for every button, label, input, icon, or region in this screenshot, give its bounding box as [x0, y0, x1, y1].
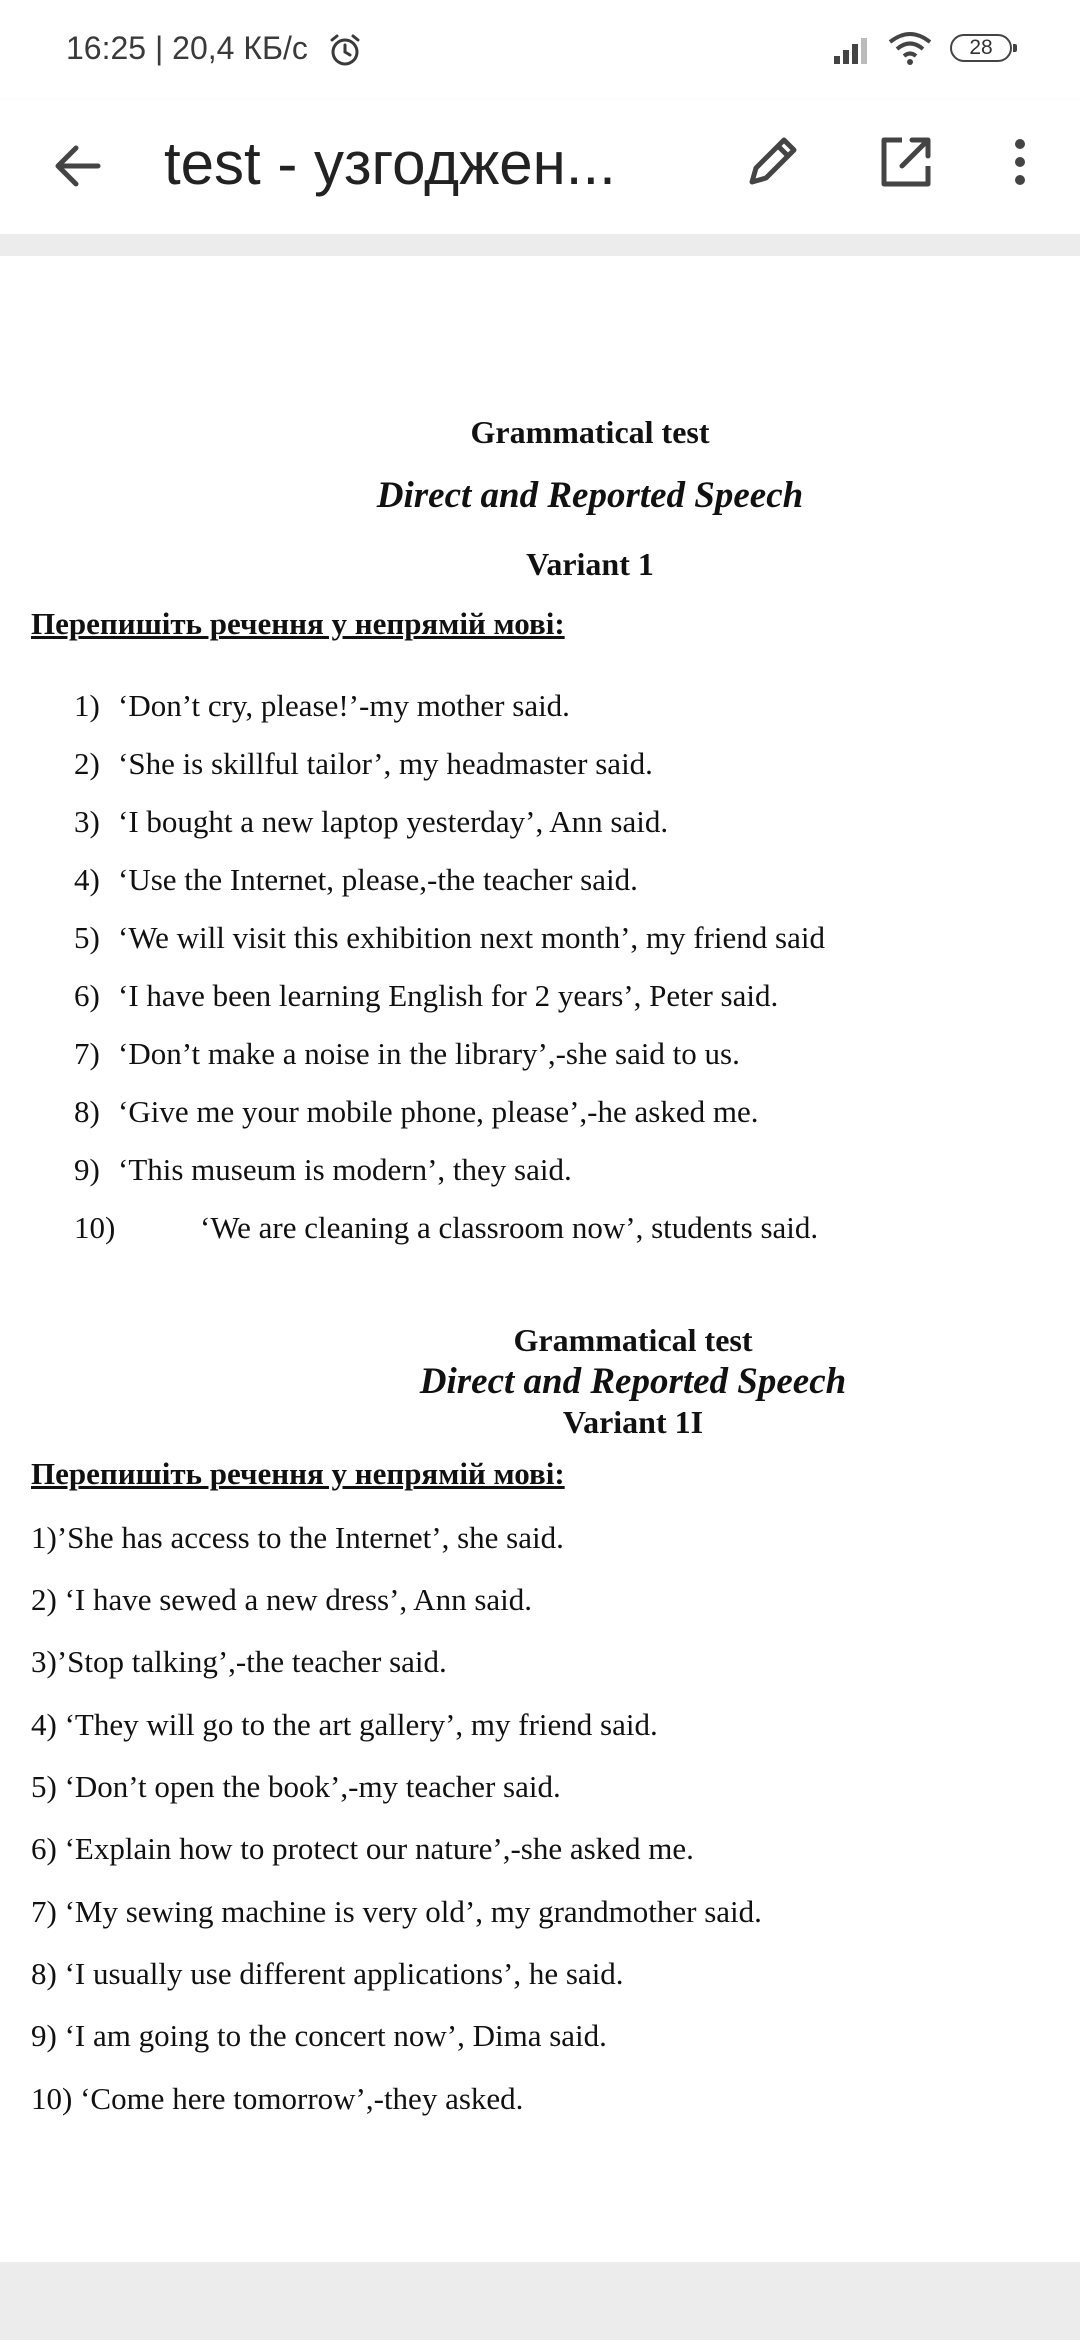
list-item: 2) ‘I have sewed a new dress’, Ann said. [31, 1582, 533, 1617]
variant-label-2: Variant 1I [562, 1404, 704, 1440]
list-item: 8) ‘I usually use different applications’, he said. [31, 1956, 624, 1991]
viewer-bottom-gap [0, 2262, 1080, 2340]
list-item: 10) ‘Come here tomorrow’,-they asked. [31, 2081, 524, 2116]
heading-grammatical-test-1: Grammatical test [470, 414, 710, 450]
instruction-1: Перепишіть речення у непрямій мові: [31, 606, 565, 641]
back-arrow-icon[interactable] [46, 134, 110, 198]
wifi-icon [888, 30, 932, 66]
status-bar [0, 0, 1080, 100]
instruction-2: Перепишіть речення у непрямій мові: [31, 1456, 565, 1491]
list-item: 5) ‘Don’t open the book’,-my teacher said. [31, 1769, 561, 1804]
status-time-speed: 16:25 | 20,4 КБ/с [66, 30, 308, 66]
list-item: 1)’She has access to the Internet’, she said. [31, 1520, 564, 1555]
edit-pencil-icon[interactable] [738, 128, 806, 196]
list-item: 9) ‘I am going to the concert now’, Dima said. [31, 2018, 607, 2053]
list-item: 7) ‘My sewing machine is very old’, my grandmother said. [31, 1894, 762, 1929]
subtitle-direct-reported-2: Direct and Reported Speech [419, 1361, 847, 1402]
document-viewer[interactable] [0, 234, 1080, 2340]
subtitle-direct-reported-1: Direct and Reported Speech [376, 475, 804, 516]
open-external-icon[interactable] [872, 128, 940, 196]
list-item: 3)’Stop talking’,-the teacher said. [31, 1644, 447, 1679]
document-title: test - узгоджен... [164, 130, 616, 197]
more-options-icon[interactable] [1000, 128, 1040, 196]
document-content: Grammatical test Direct and Reported Speech Variant 1 Перепишіть речення у непрямій мові: 1) ‘Don’t cry, please!’-my mother said. 2) ‘She is skillful tailor’, my headmaster said. 3) ‘I bought a new laptop yesterday’, Ann said. 4) ‘Use the Internet, please,-the teacher said. 5) ‘We will visit this exhibition next month’, my friend said 6) ‘I have been learning English for 2 years’, Peter said. 7) ‘Don’t make a noise in the library’,-she said to us. 8) ‘Give me your mobile phone, please’,-he asked me. 9) ‘This museum is modern’, they said. 10) ‘We are cleaning a classroom now’, students said. Grammatical test Direct and Reported Speech Variant 1I Перепишіть речення у непрямій мові: 1)’She has access to the Internet’, she said. 2) ‘I have sewed a new dress’, Ann said. 3)’Stop talking’,-the teacher said. 4) ‘They will go to the art gallery’, my friend said. 5) ‘Don’t open the book’,-my teacher said. 6) ‘Explain how to protect our nature’,-she asked me. 7) ‘My sewing machine is very old’, my grandmother said. 8) ‘I usually use different applications’, he said. 9) ‘I am going to the concert now’, Dima said. 10) ‘Come here tomorrow’,-they asked. [0, 256, 1080, 2262]
variant-label-1: Variant 1 [526, 546, 654, 582]
heading-grammatical-test-2: Grammatical test [513, 1322, 753, 1358]
document-page [0, 256, 1080, 2262]
list-item: 4) ‘They will go to the art gallery’, my friend said. [31, 1707, 658, 1742]
app-bar [0, 100, 1080, 234]
alarm-icon [327, 32, 363, 68]
battery-indicator: 28 [950, 34, 1012, 62]
list-item: 6) ‘Explain how to protect our nature’,-she asked me. [31, 1831, 694, 1866]
signal-icon [832, 34, 874, 66]
